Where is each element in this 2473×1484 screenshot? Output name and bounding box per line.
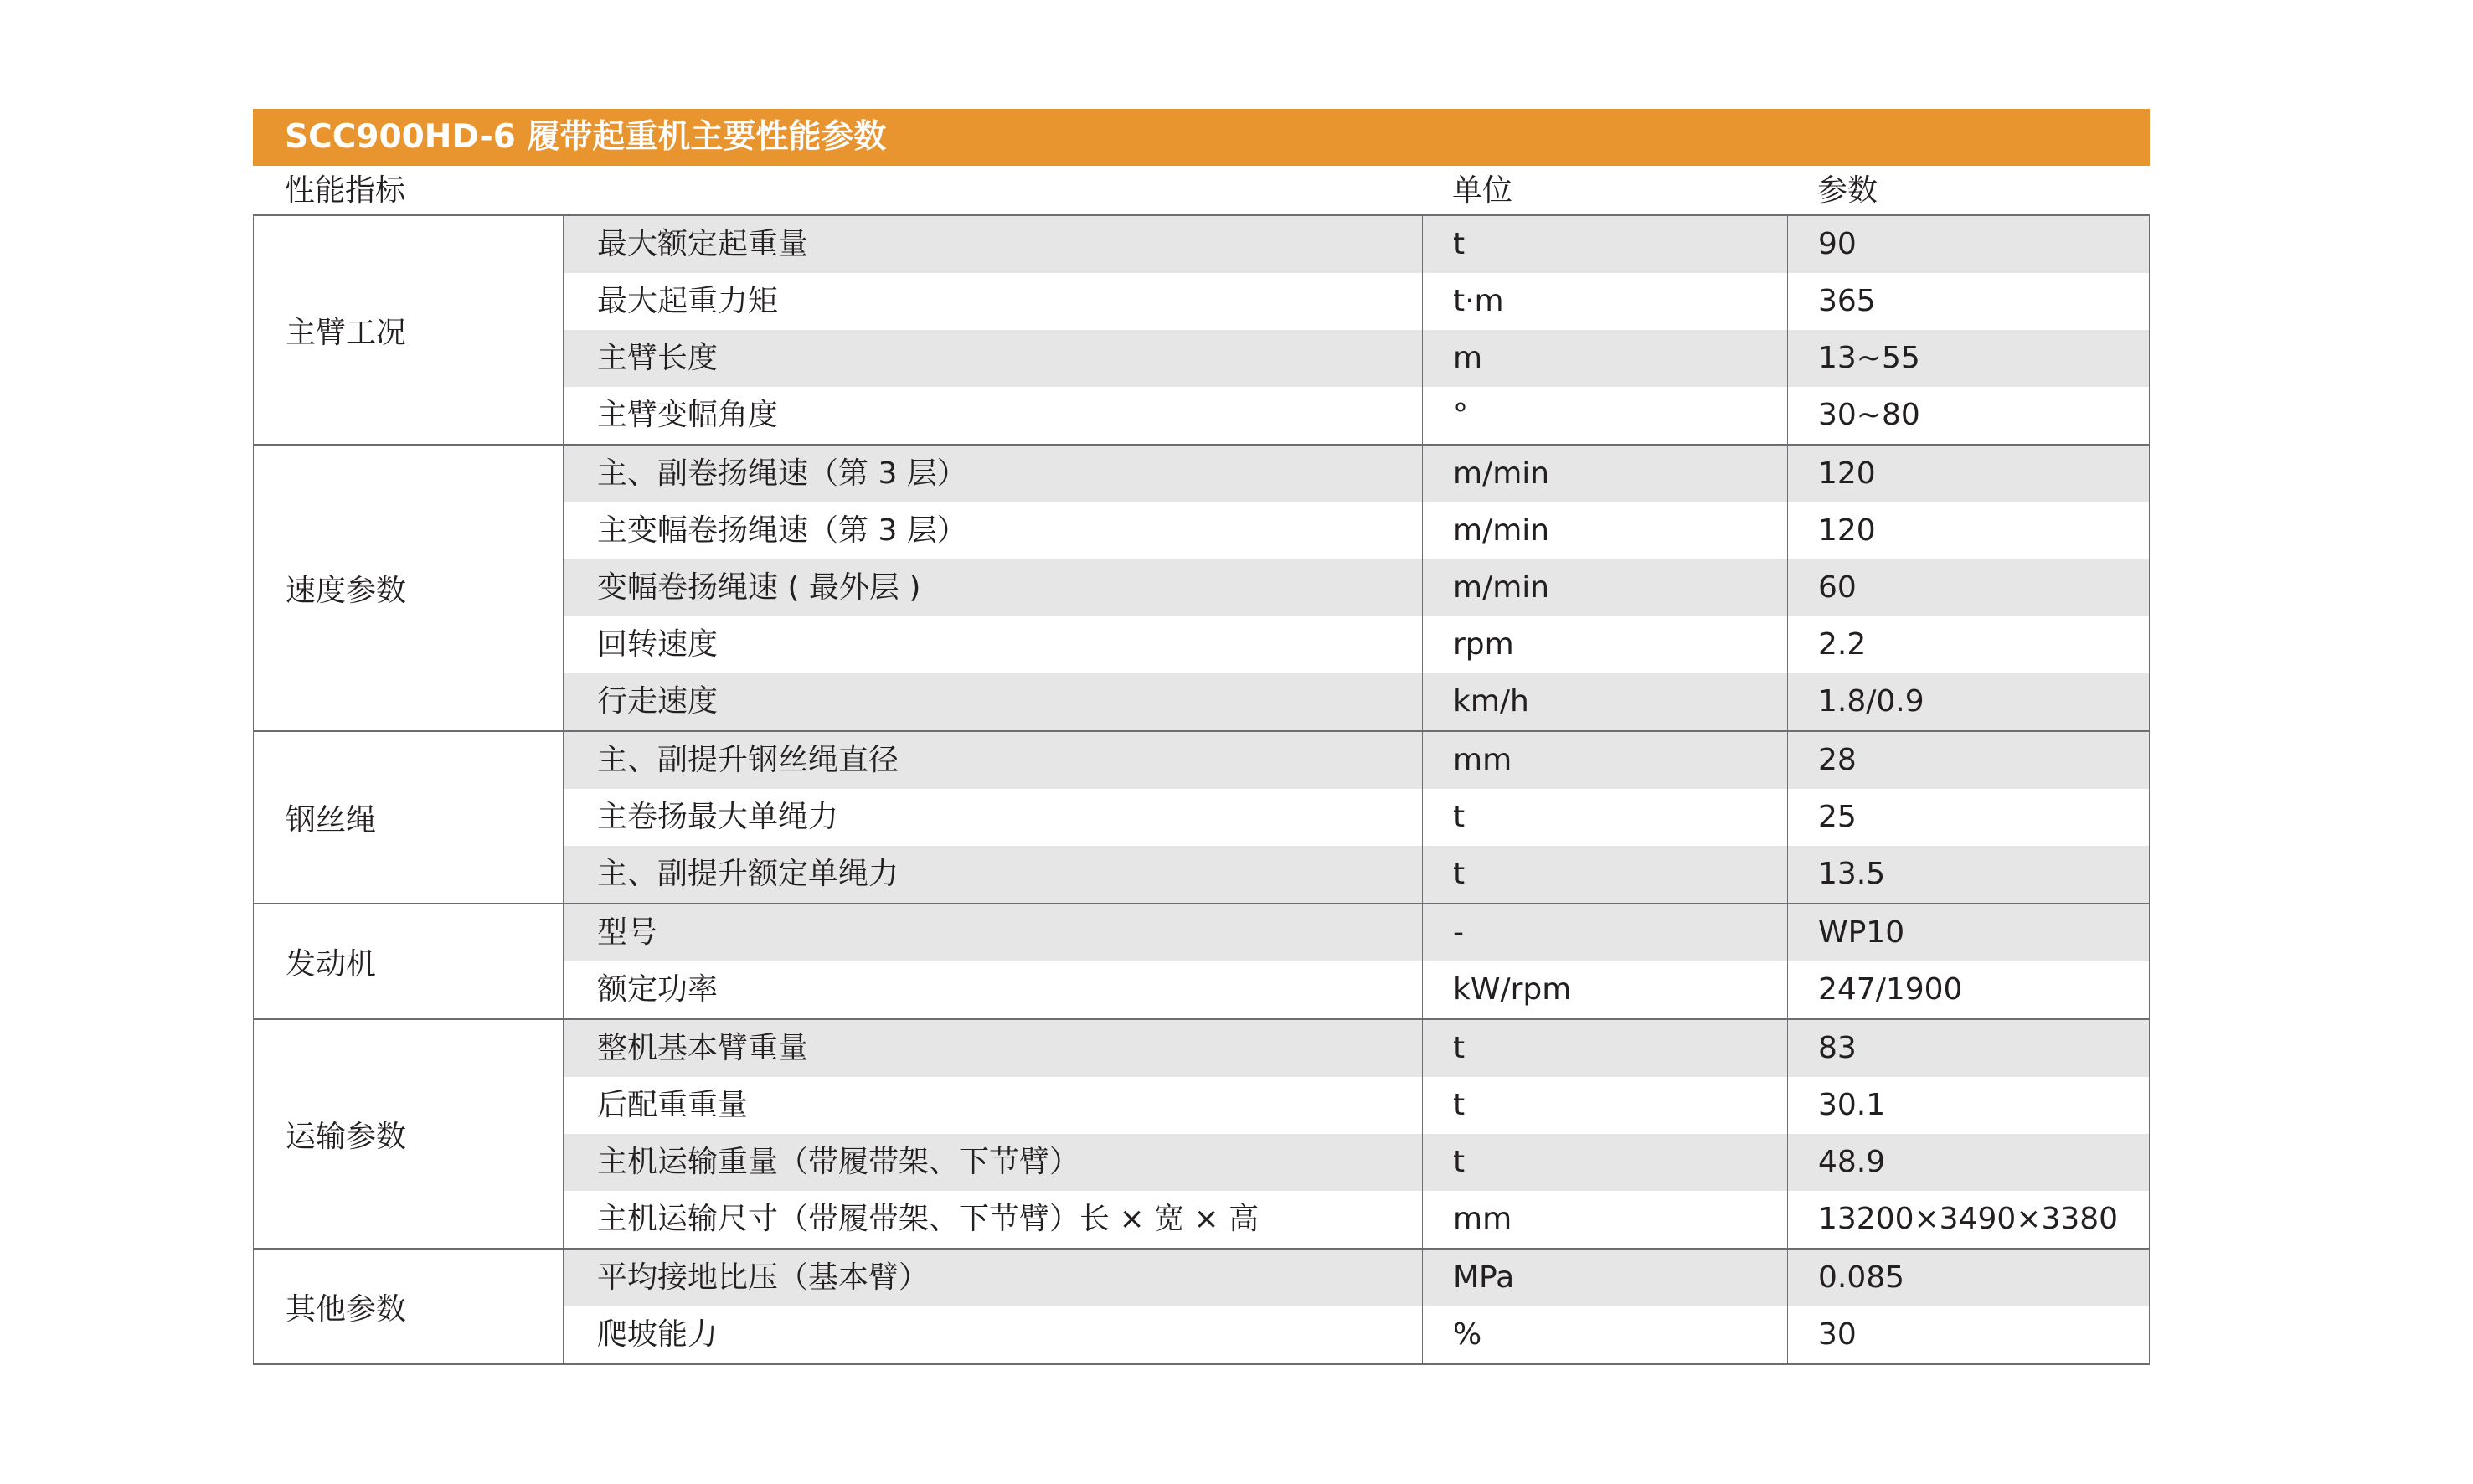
cell-value: 247/1900 [1818, 972, 1963, 1007]
cell-unit: m/min [1453, 513, 1550, 548]
table-group [253, 216, 2150, 446]
column-divider [1787, 732, 1788, 903]
column-divider [1422, 1250, 1423, 1363]
table-group [253, 1020, 2150, 1250]
cell-unit: t [1453, 857, 1466, 891]
table-group [253, 904, 2150, 1020]
cell-value: 13~55 [1818, 341, 1920, 375]
cell-item: 回转速度 [597, 627, 719, 662]
cell-item: 平均接地比压（基本臂） [597, 1260, 930, 1295]
cell-item: 额定功率 [597, 972, 719, 1007]
cell-item: 行走速度 [597, 684, 719, 719]
column-divider [1422, 904, 1423, 1018]
cell-item: 型号 [597, 915, 658, 950]
table-group [253, 1250, 2150, 1365]
cell-value: 30~80 [1818, 398, 1920, 432]
cell-item: 主臂变幅角度 [597, 398, 779, 432]
cell-value: 30.1 [1818, 1088, 1886, 1122]
cell-value: 28 [1818, 743, 1857, 777]
column-divider [1787, 1020, 1788, 1248]
cell-item: 主变幅卷扬绳速（第 3 层） [597, 513, 967, 548]
cell-item: 主机运输尺寸（带履带架、下节臂）长 × 宽 × 高 [597, 1202, 1260, 1236]
cell-value: 30 [1818, 1317, 1857, 1352]
cell-unit: m/min [1453, 456, 1550, 491]
header-indicator: 性能指标 [285, 173, 406, 208]
group-label: 速度参数 [254, 446, 564, 730]
cell-unit: rpm [1453, 627, 1514, 662]
cell-unit: kW/rpm [1453, 972, 1572, 1007]
column-divider [1787, 446, 1788, 730]
cell-unit: t [1453, 227, 1466, 261]
cell-item: 最大额定起重量 [597, 227, 809, 261]
cell-item: 主机运输重量（带履带架、下节臂） [597, 1145, 1080, 1179]
cell-value: 90 [1818, 227, 1857, 261]
table-group [253, 732, 2150, 904]
cell-unit: mm [1453, 743, 1512, 777]
cell-item: 变幅卷扬绳速 ( 最外层 ) [597, 570, 921, 605]
cell-item: 主、副提升钢丝绳直径 [597, 743, 899, 777]
cell-unit: t [1453, 1088, 1466, 1122]
table-body [253, 216, 2150, 1365]
cell-unit: - [1453, 915, 1464, 950]
cell-value: 2.2 [1818, 627, 1867, 662]
group-label: 其他参数 [254, 1250, 564, 1363]
column-divider [1422, 732, 1423, 903]
cell-value: 120 [1818, 513, 1876, 548]
cell-value: 48.9 [1818, 1145, 1886, 1179]
cell-item: 后配重重量 [597, 1088, 749, 1122]
cell-value: 0.085 [1818, 1260, 1905, 1295]
column-divider [1422, 446, 1423, 730]
cell-value: 120 [1818, 456, 1876, 491]
cell-unit: % [1453, 1317, 1482, 1352]
cell-unit: t [1453, 1031, 1466, 1065]
cell-value: 60 [1818, 570, 1857, 605]
cell-unit: m/min [1453, 570, 1550, 605]
cell-unit: mm [1453, 1202, 1512, 1236]
group-label: 运输参数 [254, 1020, 564, 1248]
column-divider [1787, 216, 1788, 444]
cell-value: 13.5 [1818, 857, 1886, 891]
cell-value: WP10 [1818, 915, 1905, 950]
column-divider [1787, 1250, 1788, 1363]
group-label: 主臂工况 [254, 216, 564, 444]
cell-unit: t [1453, 800, 1466, 834]
cell-unit: ° [1453, 398, 1468, 432]
cell-item: 主、副卷扬绳速（第 3 层） [597, 456, 967, 491]
column-divider [1422, 216, 1423, 444]
cell-value: 25 [1818, 800, 1857, 834]
cell-item: 爬坡能力 [597, 1317, 719, 1352]
cell-value: 13200×3490×3380 [1818, 1202, 2119, 1236]
cell-item: 主、副提升额定单绳力 [597, 857, 899, 891]
table-title: SCC900HD-6 履带起重机主要性能参数 [253, 109, 2150, 166]
header-unit: 单位 [1452, 173, 1513, 208]
cell-value: 83 [1818, 1031, 1857, 1065]
spec-table [253, 109, 2150, 1365]
cell-unit: km/h [1453, 684, 1529, 719]
table-group [253, 446, 2150, 732]
cell-item: 整机基本臂重量 [597, 1031, 809, 1065]
table-header [253, 166, 2150, 216]
group-label: 发动机 [254, 904, 564, 1018]
column-divider [1422, 1020, 1423, 1248]
cell-unit: MPa [1453, 1260, 1515, 1295]
cell-unit: t [1453, 1145, 1466, 1179]
group-label: 钢丝绳 [254, 732, 564, 903]
column-divider [1787, 904, 1788, 1018]
cell-item: 主卷扬最大单绳力 [597, 800, 839, 834]
cell-unit: m [1453, 341, 1483, 375]
cell-value: 365 [1818, 284, 1876, 318]
cell-value: 1.8/0.9 [1818, 684, 1924, 719]
cell-item: 最大起重力矩 [597, 284, 779, 318]
header-value: 参数 [1817, 173, 1878, 208]
cell-unit: t·m [1453, 284, 1504, 318]
cell-item: 主臂长度 [597, 341, 719, 375]
